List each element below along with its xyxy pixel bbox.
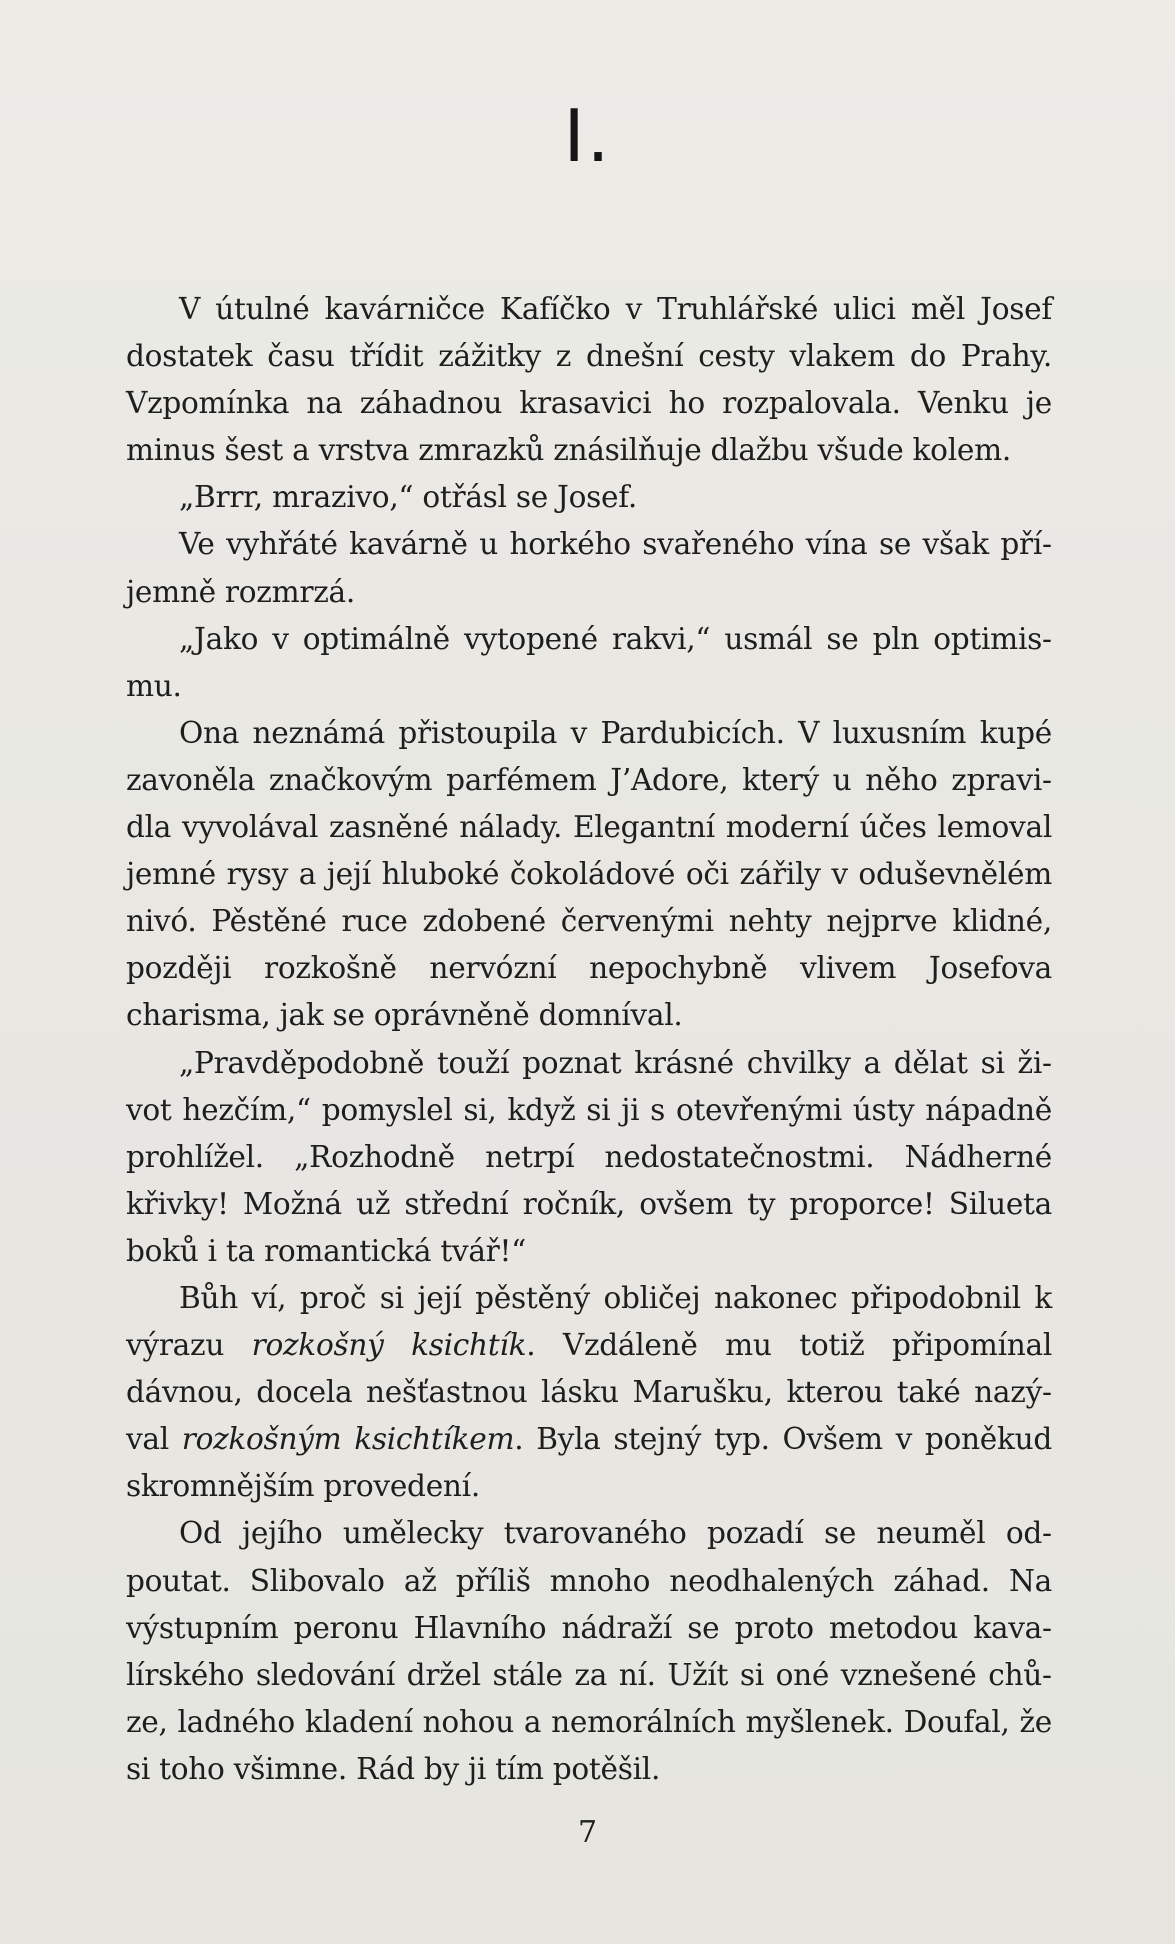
paragraph-2-text: „Brrr, mrazivo,“ otřásl se Josef.: [179, 480, 637, 515]
paragraph-8: [126, 1510, 1052, 1793]
paragraph-4: [126, 616, 1052, 710]
paragraph-5-text: Ona neznámá přistoupila v Pardubicích. V luxusním kupé zavoněla značkovým parfémem J’Adore, který u něho zpravidla vyvolával zasněné nálady. Elegantní moderní účes lemoval jemné rysy a její hluboké čokoládové oči zářily v oduševnělém nivó. Pěstěné ruce zdobené červenými nehty nejprve klidné, později rozkošně nervózní nepochybně vlivem Josefova charisma, jak se oprávněně domníval.: [126, 715, 1052, 1033]
paragraph-6: [126, 1040, 1052, 1275]
paragraph-7-italic-a: rozkošný ksichtík: [251, 1328, 527, 1363]
paragraph-7: [126, 1275, 1052, 1510]
paragraph-7-text-b: . Vzdáleně mu totiž připomínal dávnou, docela nešťastnou lásku Marušku, kterou také nazýval: [126, 1328, 1053, 1457]
paragraph-8-text: Od jejího umělecky tvarovaného pozadí se neuměl odpoutat. Slibovalo až příliš mnoho neodhalených záhad. Na výstupním peronu Hlavního nádraží se proto metodou kavalírského sledování držel stále za ní. Užít si oné vznešené chůze, ladného kladení nohou a nemorálních myšlenek. Doufal, že si toho všimne. Rád by ji tím potěšil.: [126, 1516, 1052, 1786]
body-text: [126, 286, 1052, 1793]
paragraph-1: [126, 286, 1052, 474]
paragraph-1-text: V útulné kavárničce Kafíčko v Truhlářské ulici měl Josef dostatek času třídit zážitky z dnešní cesty vlakem do Prahy. Vzpomínka na záhadnou krasavici ho rozpalovala. Venku je minus šest a vrstva zmrazků znásilňuje dlažbu všude kolem.: [126, 292, 1052, 468]
paragraph-7-text-a: Bůh ví, proč si její pěstěný obličej nakonec připodobnil k výrazu: [126, 1280, 1052, 1363]
chapter-heading: I.: [563, 94, 612, 178]
paragraph-3: [126, 521, 1052, 615]
paragraph-3-text: Ve vyhřáté kavárně u horkého svařeného vína se však příjemně rozmrzá.: [126, 527, 1052, 609]
paragraph-6-text: „Pravděpodobně touží poznat krásné chvilky a dělat si život hezčím,“ pomyslel si, když si ji s otevřenými ústy nápadně prohlížel. „Rozhodně netrpí nedostatečnostmi. Nádherné křivky! Možná už střední ročník, ovšem ty proporce! Silueta boků i ta romantická tvář!“: [126, 1045, 1052, 1268]
paragraph-7-italic-b: rozkošným ksichtíkem: [181, 1422, 515, 1457]
page-number: 7: [577, 1815, 598, 1850]
paragraph-2: [126, 474, 1052, 521]
paragraph-4-text: „Jako v optimálně vytopené rakvi,“ usmál se pln optimismu.: [126, 621, 1052, 703]
paragraph-7-text-c: . Byla stejný typ. Ovšem v poněkud skromnějším provedení.: [126, 1422, 1052, 1504]
paragraph-5: [126, 710, 1052, 1040]
